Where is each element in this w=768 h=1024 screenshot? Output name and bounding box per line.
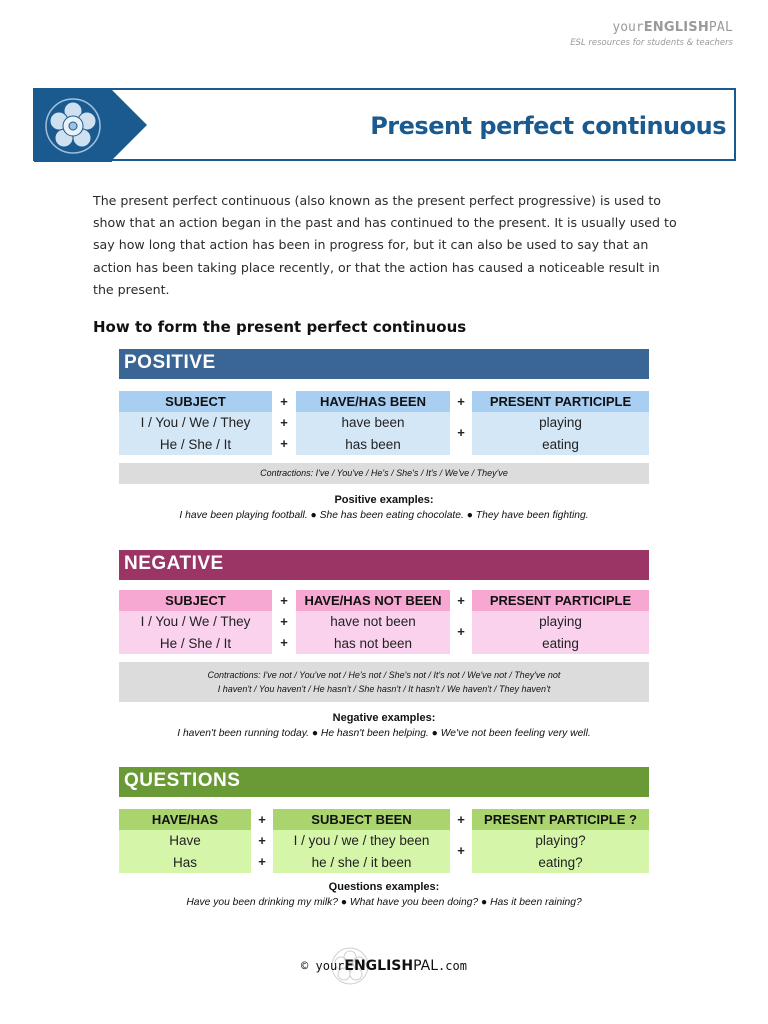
table-cell: has been (345, 436, 401, 452)
plus-sign: + (258, 812, 266, 827)
questions-table (119, 809, 649, 873)
questions-examples: Have you been drinking my milk? ● What have you been doing? ● Has it been raining? (186, 897, 582, 908)
table-cell: I / You / We / They (140, 415, 251, 430)
footer (0, 958, 768, 974)
table-cell: Have (169, 833, 201, 848)
plus-sign: + (457, 394, 465, 409)
plus-sign: + (457, 593, 465, 608)
table-cell: I / You / We / They (140, 614, 251, 629)
positive-examples: I have been playing football. ● She has been eating chocolate. ● They have been fighting. (179, 510, 589, 521)
positive-heading: POSITIVE (119, 349, 649, 379)
plus-sign: + (457, 812, 465, 827)
plus-sign: + (457, 843, 465, 858)
negative-aux-column: HAVE/HAS NOT BEEN have not been has not been (296, 590, 450, 654)
table-cell: eating (542, 436, 579, 452)
plus-sign: + (258, 854, 266, 869)
table-cell: playing? (535, 833, 586, 848)
table-cell: He / She / It (159, 635, 232, 651)
plus-sign: + (457, 624, 465, 639)
plus-sign: + (280, 614, 288, 629)
questions-block (119, 767, 649, 908)
plus-sign: + (280, 635, 288, 650)
negative-heading: NEGATIVE (119, 550, 649, 580)
negative-participle-column: PRESENT PARTICIPLE playing eating (472, 590, 649, 654)
negative-examples-title: Negative examples: (332, 712, 436, 724)
plus-sign: + (280, 436, 288, 451)
intro-paragraph: The present perfect continuous (also known as the present perfect progressive) is used to show that an action began in the past and has continued to the present. It is usually used to say how long that action has been in progress for, but it can also be used to say that an action has been taking place recently, or that the action has caused a noticeable result in the present. (93, 193, 677, 297)
table-cell: eating (542, 635, 579, 651)
page-title: Present perfect continuous (370, 112, 726, 140)
negative-table (119, 590, 649, 654)
plus-sign: + (280, 593, 288, 608)
table-cell: Has (172, 854, 197, 870)
positive-examples-title: Positive examples: (334, 494, 434, 506)
title-banner (33, 88, 736, 161)
table-cell: he / she / it been (311, 854, 412, 870)
footer-copyright: © yourENGLISHPAL.com (301, 958, 467, 974)
negative-subject-column: SUBJECT I / You / We / They He / She / It (119, 590, 272, 654)
brand-tagline: ESL resources for students & teachers (570, 38, 733, 48)
positive-subject-column: SUBJECT I / You / We / They He / She / It (119, 391, 272, 455)
questions-examples-title: Questions examples: (328, 881, 440, 893)
questions-heading: QUESTIONS (119, 767, 649, 797)
table-cell: He / She / It (159, 436, 232, 452)
positive-participle-column: PRESENT PARTICIPLE playing eating (472, 391, 649, 455)
table-cell: eating? (538, 854, 583, 870)
questions-participle-column: PRESENT PARTICIPLE ? playing? eating? (472, 809, 649, 873)
table-cell: have been (341, 415, 405, 430)
questions-subject-column: SUBJECT BEEN I / you / we / they been he / she / it been (273, 809, 450, 873)
positive-contractions: Contractions: I've / You've / He's / She's / It's / We've / They've (119, 463, 649, 484)
negative-examples: I haven't been running today. ● He hasn't been helping. ● We've not been feeling very well. (177, 728, 591, 739)
negative-contractions: Contractions: I've not / You've not / He's not / She's not / It's not / We've not / They've not I haven't / You haven't / He hasn't / She hasn't / It hasn't / We haven't / They haven't (119, 662, 649, 702)
questions-aux-column: HAVE/HAS Have Has (119, 809, 251, 873)
section-heading: How to form the present perfect continuous (93, 318, 467, 336)
rose-emblem-icon (43, 96, 103, 156)
table-cell: playing (539, 614, 582, 629)
positive-block (119, 349, 649, 521)
table-cell: has not been (333, 635, 413, 651)
positive-aux-column: HAVE/HAS BEEN have been has been (296, 391, 450, 455)
brand-header (570, 20, 733, 48)
positive-table (119, 391, 649, 455)
brand-logo: yourENGLISHPAL (612, 20, 733, 35)
table-cell: have not been (330, 614, 416, 629)
plus-sign: + (258, 833, 266, 848)
table-cell: playing (539, 415, 582, 430)
negative-block (119, 550, 649, 739)
plus-sign: + (457, 425, 465, 440)
plus-sign: + (280, 415, 288, 430)
plus-sign: + (280, 394, 288, 409)
table-cell: I / you / we / they been (293, 833, 430, 848)
